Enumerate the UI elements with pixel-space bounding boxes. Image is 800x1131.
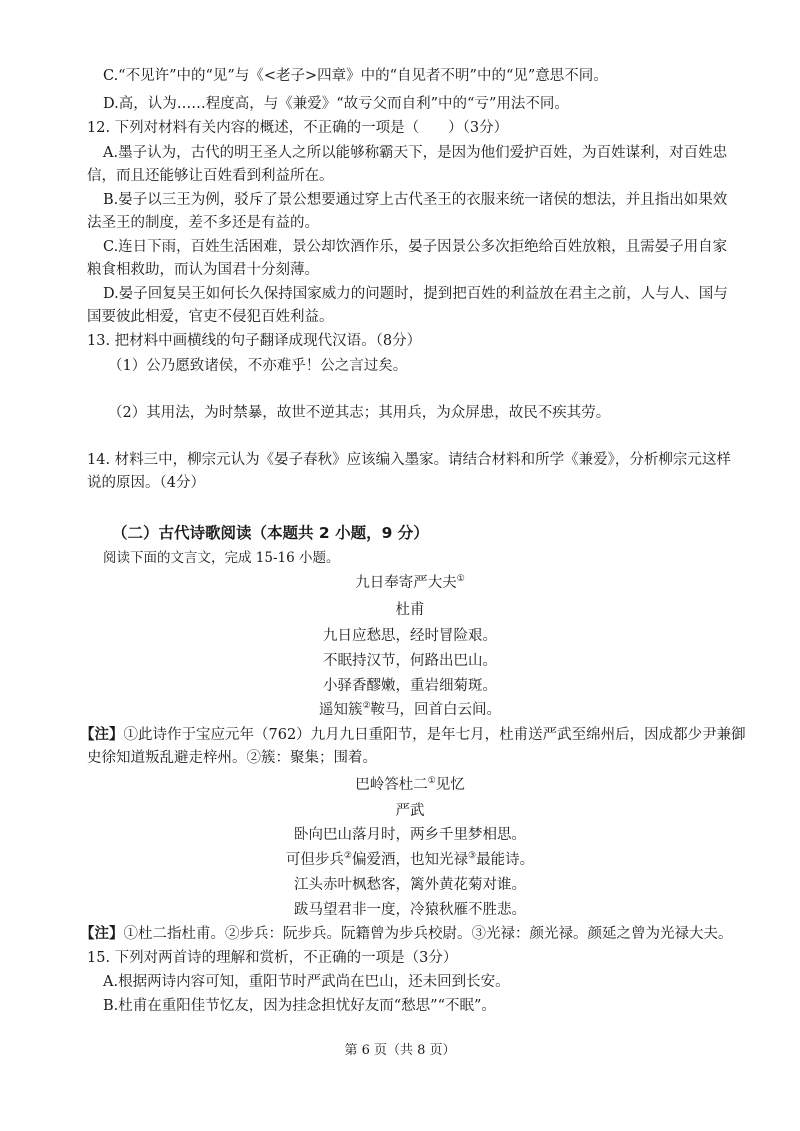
q15-option-a: A.根据两诗内容可知，重阳节时严武尚在巴山，还未回到长安。	[103, 974, 510, 990]
poem2-author: 严武	[395, 803, 425, 819]
q12-option-c-line2: 粮食相救助，而认为国君十分刻薄。	[87, 262, 319, 278]
footnote-marker: ①	[427, 776, 436, 787]
q14-line2: 说的原因。（4分）	[87, 475, 205, 491]
poem2-line: 可但步兵②偏爱酒，也知光禄③最能诗。	[285, 851, 535, 868]
q15-option-b: B.杜甫在重阳佳节忆友，因为挂念担忧好友而“愁思”“不眠”。	[103, 998, 496, 1014]
q12-stem: 12. 下列对材料有关内容的概述，不正确的一项是（ ）（3分）	[87, 120, 509, 136]
section-heading: （二）古代诗歌阅读（本题共 2 小题，9 分）	[112, 524, 429, 542]
section-instruction: 阅读下面的文言文，完成 15-16 小题。	[103, 550, 340, 566]
poem1-line: 九日应愁思，经时冒险艰。	[323, 628, 497, 644]
poem2-line: 江头赤叶枫愁客，篱外黄花菊对谁。	[294, 877, 526, 893]
q12-option-a-line1: A.墨子认为，古代的明王圣人之所以能够称霸天下，是因为他们爱护百姓，为百姓谋利，对百姓忠	[103, 145, 728, 161]
q12-option-d-line1: D.晏子回复吴王如何长久保持国家威力的问题时，提到把百姓的利益放在君主之前，人与人、国与	[103, 286, 728, 302]
q12-option-b-line2: 法圣王的制度，差不多还是有益的。	[87, 215, 319, 231]
note-label: 【注】	[80, 726, 124, 743]
poem1-title: 九日奉寄严大夫①	[355, 574, 465, 591]
poem2-line: 跋马望君非一度，冷猿秋雁不胜悲。	[294, 902, 526, 918]
footnote-marker: ①	[456, 574, 465, 585]
q15-stem: 15. 下列对两首诗的理解和赏析，不正确的一项是（3分）	[87, 950, 458, 966]
poem1-author: 杜甫	[395, 602, 425, 618]
q12-option-d-line2: 国要彼此相爱，官吏不侵犯百姓利益。	[87, 309, 334, 325]
poem1-line: 遥知簇②鞍马，回首白云间。	[318, 701, 502, 718]
footnote-marker: ②	[343, 851, 352, 862]
q13-stem: 13. 把材料中画横线的句子翻译成现代汉语。（8分）	[87, 333, 422, 349]
poem1-line: 不眠持汉节，何路出巴山。	[323, 653, 497, 669]
footnote-marker: ③	[468, 851, 477, 862]
poem2-title: 巴岭答杜二①见忆	[355, 776, 465, 793]
footnote-marker: ②	[362, 701, 371, 712]
note-label: 【注】	[80, 925, 124, 942]
q12-option-c-line1: C.连日下雨，百姓生活困难，景公却饮酒作乐，晏子因景公多次拒绝给百姓放粮，且需晏子用自家	[103, 239, 728, 255]
note1-line1: 【注】①此诗作于宝应元年（762）九月九日重阳节，是年七月，杜甫送严武至绵州后，因成都少尹兼御	[80, 726, 746, 743]
q13-sentence-1: （1）公乃愿致诸侯，不亦难乎！公之言过矣。	[108, 358, 408, 374]
note2: 【注】①杜二指杜甫。②步兵：阮步兵。阮籍曾为步兵校尉。③光禄：颜光禄。颜延之曾为光禄大夫。	[80, 925, 733, 942]
q11-option-c: C.“不见许”中的“见”与《<老子>四章》中的“自见者不明”中的“见”意思不同。	[103, 68, 608, 84]
note1-line2: 史徐知道叛乱避走梓州。②簇：聚集；围着。	[87, 750, 377, 766]
q13-sentence-2: （2）其用法，为时禁暴，故世不逆其志；其用兵，为众屏患，故民不疾其劳。	[108, 405, 611, 421]
page-footer: 第 6 页（共 8 页）	[344, 1043, 456, 1058]
q12-option-b-line1: B.晏子以三王为例，驳斥了景公想要通过穿上古代圣王的衣服来统一诸侯的想法，并且指出如果效	[103, 192, 728, 208]
q14-line1: 14. 材料三中，柳宗元认为《晏子春秋》应该编入墨家。请结合材料和所学《兼爱》，分析柳宗元这样	[87, 452, 731, 468]
poem2-line: 卧向巴山落月时，两乡千里梦相思。	[294, 827, 526, 843]
q11-option-d: D.高，认为……程度高，与《兼爱》“故亏父而自利”中的“亏”用法不同。	[103, 96, 569, 112]
poem1-line: 小驿香醪嫩，重岩细菊斑。	[323, 678, 497, 694]
q12-option-a-line2: 信，而且还能够让百姓看到利益所在。	[87, 168, 334, 184]
